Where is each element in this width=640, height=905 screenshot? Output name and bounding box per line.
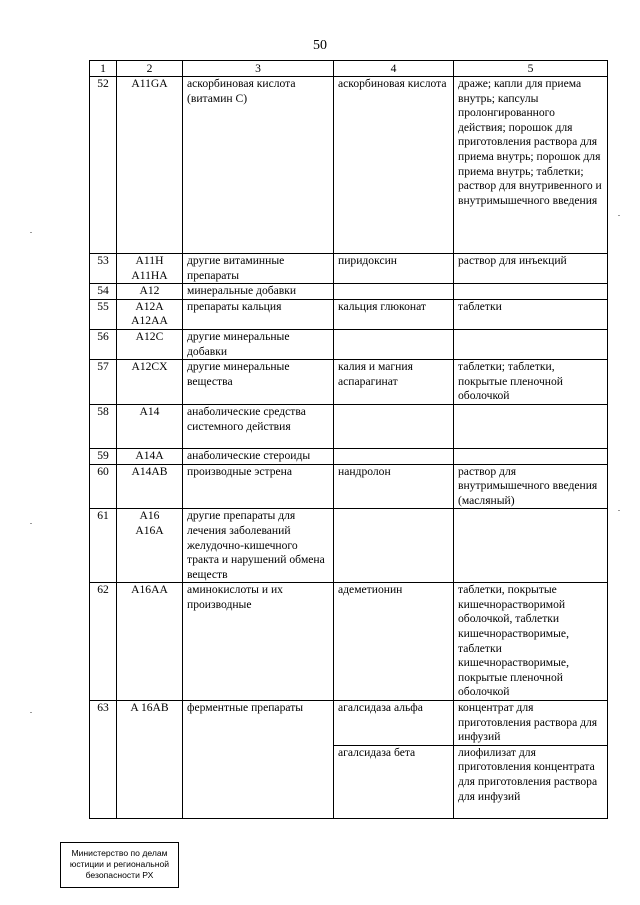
group-name-cell: аскорбиновая кислота (витамин С) <box>183 77 334 254</box>
substance-cell: пиридоксин <box>334 254 454 284</box>
table-row <box>90 509 608 583</box>
atc-code-cell <box>117 509 183 583</box>
substance-cell: калия и магния аспарагинат <box>334 360 454 405</box>
dosage-form-cell: таблетки; таблетки, покрытые пленочной оболочкой <box>454 360 608 405</box>
atc-code-cell <box>117 701 183 819</box>
atc-code-line: A12C <box>135 329 164 343</box>
group-name-cell: ферментные препараты <box>183 701 334 819</box>
group-name-cell: производные эстрена <box>183 464 334 509</box>
table-header-row <box>90 61 608 77</box>
atc-code-cell <box>117 360 183 405</box>
row-number-cell: 59 <box>90 448 117 464</box>
atc-code-line: A11HA <box>131 268 168 282</box>
header-cell-5: 5 <box>454 61 608 77</box>
atc-code-line: A12 <box>139 284 160 298</box>
stamp-line: юстиции и региональной <box>69 859 170 869</box>
header-cell-1: 1 <box>90 61 117 77</box>
dosage-form-cell: драже; капли для приема внутрь; капсулы пролонгированного действия; порошок для приготовления раствора для приема внутрь; порошок для приема внутрь; таблетки; раствор для внутривенного и внутримышечного введения <box>454 77 608 254</box>
atc-code-line: A11GA <box>131 77 168 90</box>
group-name-cell: аминокислоты и их производные <box>183 583 334 701</box>
group-name-cell: другие минеральные добавки <box>183 329 334 359</box>
dosage-form-cell: раствор для инъекций <box>454 254 608 284</box>
substance-cell <box>334 448 454 464</box>
substance-cell: нандролон <box>334 464 454 509</box>
atc-code-cell <box>117 464 183 509</box>
dosage-form-cell: концентрат для приготовления раствора для инфузий <box>454 701 608 746</box>
dosage-form-cell <box>454 284 608 300</box>
atc-code-line: A14A <box>135 448 164 462</box>
substance-cell <box>334 284 454 300</box>
table-row <box>90 254 608 284</box>
row-number-cell: 61 <box>90 509 117 583</box>
atc-code-cell <box>117 583 183 701</box>
group-name-cell: другие витаминные препараты <box>183 254 334 284</box>
group-name-cell: анаболические стероиды <box>183 448 334 464</box>
atc-code-line: A14 <box>139 404 160 418</box>
registration-stamp <box>60 842 179 888</box>
row-number-cell: 57 <box>90 360 117 405</box>
header-cell-3: 3 <box>183 61 334 77</box>
table-row <box>90 77 608 254</box>
substance-cell <box>334 404 454 448</box>
group-name-cell: другие минеральные вещества <box>183 360 334 405</box>
table-row <box>90 284 608 300</box>
dosage-form-cell: лиофилизат для приготовления концентрата для приготовления раствора для инфузий <box>454 745 608 818</box>
group-name-cell: другие препараты для лечения заболеваний желудочно-кишечного тракта и нарушений обмена веществ <box>183 509 334 583</box>
dosage-form-cell <box>454 329 608 359</box>
header-cell-2: 2 <box>117 61 183 77</box>
dosage-form-cell: таблетки, покрытые кишечнорастворимой оболочкой, таблетки кишечнорастворимые, таблетки кишечнорастворимые, покрытые пленочной оболочкой <box>454 583 608 701</box>
atc-code-line: A14AB <box>131 464 168 478</box>
group-name-cell: минеральные добавки <box>183 284 334 300</box>
atc-code-cell <box>117 284 183 300</box>
dosage-form-cell <box>454 404 608 448</box>
table-row <box>90 360 608 405</box>
atc-code-cell <box>117 254 183 284</box>
margin-mark <box>618 510 620 511</box>
margin-mark <box>30 523 32 524</box>
row-number-cell: 62 <box>90 583 117 701</box>
atc-code-line: A16AA <box>131 583 168 597</box>
atc-code-cell <box>117 448 183 464</box>
stamp-line: безопасности РХ <box>85 870 154 880</box>
group-name-cell: анаболические средства системного действия <box>183 404 334 448</box>
row-number-cell: 55 <box>90 299 117 329</box>
group-name-cell: препараты кальция <box>183 299 334 329</box>
table-row <box>90 404 608 448</box>
row-number-cell: 56 <box>90 329 117 359</box>
dosage-form-cell: раствор для внутримышечного введения (масляный) <box>454 464 608 509</box>
substance-cell: агалсидаза бета <box>334 745 454 818</box>
table-row <box>90 701 608 746</box>
substance-cell: аскорбиновая кислота <box>334 77 454 254</box>
dosage-form-cell <box>454 509 608 583</box>
atc-code-line: A16A <box>135 523 164 537</box>
substance-cell <box>334 509 454 583</box>
margin-mark <box>30 712 32 713</box>
atc-code-line: A12AA <box>131 314 168 328</box>
drug-list-table <box>89 60 608 819</box>
substance-cell <box>334 329 454 359</box>
margin-mark <box>30 232 32 233</box>
row-number-cell: 52 <box>90 77 117 254</box>
atc-code-line: A11H <box>135 254 164 267</box>
dosage-form-cell: таблетки <box>454 299 608 329</box>
table-row <box>90 299 608 329</box>
header-cell-4: 4 <box>334 61 454 77</box>
atc-code-line: A 16AB <box>130 701 169 715</box>
dosage-form-cell <box>454 448 608 464</box>
atc-code-cell <box>117 299 183 329</box>
atc-code-cell <box>117 77 183 254</box>
row-number-cell: 58 <box>90 404 117 448</box>
row-number-cell: 63 <box>90 701 117 819</box>
row-number-cell: 54 <box>90 284 117 300</box>
table-row <box>90 329 608 359</box>
stamp-line: Министерство по делам <box>71 848 168 858</box>
atc-code-line: A16 <box>139 509 160 523</box>
substance-cell: агалсидаза альфа <box>334 701 454 746</box>
table-row <box>90 464 608 509</box>
table-row <box>90 583 608 701</box>
page-number: 50 <box>313 38 327 53</box>
row-number-cell: 60 <box>90 464 117 509</box>
margin-mark <box>618 215 620 216</box>
substance-cell: кальция глюконат <box>334 299 454 329</box>
atc-code-cell <box>117 404 183 448</box>
atc-code-line: A12CX <box>131 360 168 374</box>
table-row <box>90 448 608 464</box>
substance-cell: адеметионин <box>334 583 454 701</box>
row-number-cell: 53 <box>90 254 117 284</box>
atc-code-line: A12A <box>135 299 164 313</box>
atc-code-cell <box>117 329 183 359</box>
